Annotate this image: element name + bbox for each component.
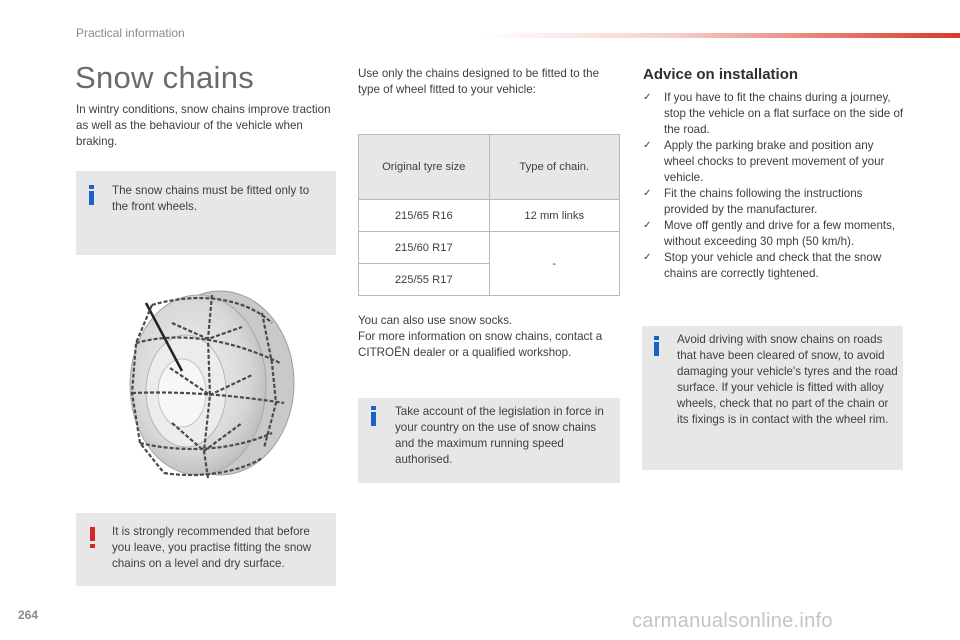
tyre-size-cell: 215/60 R17	[359, 232, 490, 264]
check-bullet-icon: ✓	[643, 188, 652, 199]
header-accent-bar	[480, 33, 960, 38]
chains-intro: Use only the chains designed to be fitted to the type of wheel fitted to your vehicle:	[358, 67, 600, 96]
tyre-size-cell: 225/55 R17	[359, 264, 490, 296]
warning-box-practise	[76, 513, 336, 586]
tyre-chain-table	[358, 134, 620, 296]
info-text: Take account of the legislation in force in your country on the use of snow chains and the maximum running speed authorised.	[395, 405, 604, 466]
intro-paragraph: In wintry conditions, snow chains improve traction as well as the behaviour of the vehicle when braking.	[76, 103, 331, 148]
check-bullet-icon: ✓	[643, 220, 652, 231]
tyre-size-cell: 215/65 R16	[359, 200, 490, 232]
list-item: ✓ Fit the chains following the instructions provided by the manufacturer.	[643, 187, 863, 216]
section-title: Practical information	[76, 26, 185, 40]
page-number: 264	[18, 608, 39, 622]
info-box-front-wheels	[76, 171, 336, 255]
warning-text: It is strongly recommended that before you leave, you practise fitting the snow chains on a level and dry surface.	[112, 525, 312, 570]
list-item: ✓ Move off gently and drive for a few moments, without exceeding 30 mph (50 km/h).	[643, 219, 896, 248]
warning-icon	[90, 527, 95, 549]
chain-type-cell: 12 mm links	[489, 200, 620, 232]
info-box-alloy-wheels	[642, 326, 903, 470]
info-icon	[369, 406, 379, 428]
advice-heading: Advice on installation	[643, 66, 799, 83]
info-box-legislation	[358, 398, 620, 483]
info-icon	[652, 336, 662, 358]
info-text: The snow chains must be fitted only to the front wheels.	[112, 184, 310, 213]
table-row	[359, 232, 620, 264]
watermark: carmanualsonline.info	[632, 610, 833, 632]
check-bullet-icon: ✓	[643, 252, 652, 263]
info-text: Avoid driving with snow chains on roads that have been cleared of snow, to avoid damaging your vehicle's tyres and the road surface. If your vehicle is fitted with alloy wheels, check that no part of the chain or its fixings is in contact with the wheel rim.	[677, 333, 898, 426]
info-icon	[87, 185, 97, 207]
advice-list	[643, 90, 905, 282]
check-bullet-icon: ✓	[643, 140, 652, 151]
page-title: Snow chains	[75, 60, 255, 95]
table-row	[359, 200, 620, 232]
column-header: Type of chain.	[489, 135, 620, 200]
dealer-contact-line: For more information on snow chains, contact a CITROËN dealer or a qualified workshop.	[358, 330, 603, 359]
snow-socks-text	[358, 313, 622, 361]
snow-socks-line: You can also use snow socks.	[358, 314, 513, 327]
check-bullet-icon: ✓	[643, 92, 652, 103]
list-item: ✓ Stop your vehicle and check that the snow chains are correctly tightened.	[643, 251, 882, 280]
table-header-row	[359, 135, 620, 200]
chain-type-cell: -	[489, 232, 620, 296]
list-item: ✓ If you have to fit the chains during a journey, stop the vehicle on a flat surface on the side of the road.	[643, 91, 904, 136]
list-item: ✓ Apply the parking brake and position any wheel chocks to prevent movement of your vehicle.	[643, 139, 885, 184]
column-header: Original tyre size	[359, 135, 490, 200]
snow-chain-illustration	[112, 283, 300, 483]
